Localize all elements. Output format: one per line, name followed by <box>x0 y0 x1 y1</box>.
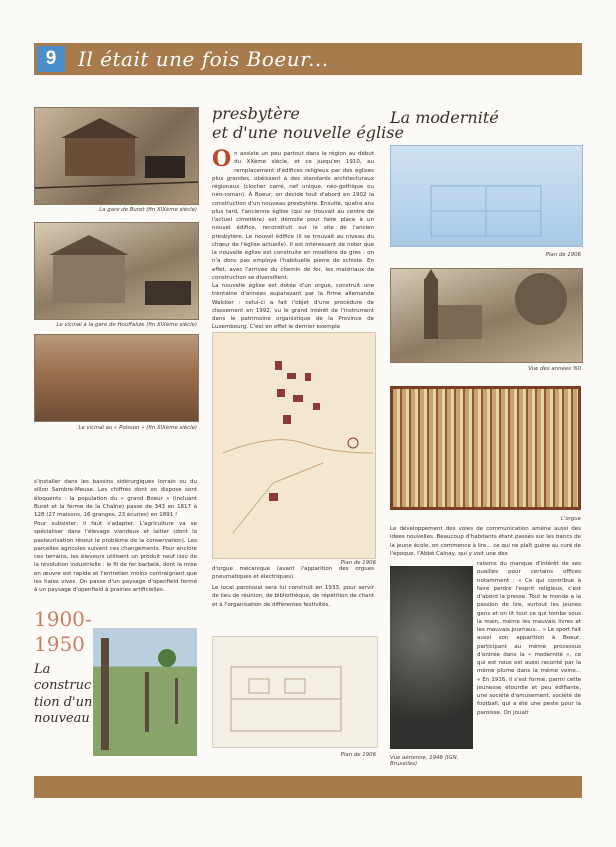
cadastral-map-1906 <box>212 332 376 559</box>
map-drawing <box>213 333 375 558</box>
blueprint-plan-1906 <box>390 145 583 247</box>
photo-buret-station <box>34 107 199 205</box>
photo-caption: La gare de Buret (fin XIXème siècle) <box>99 207 197 213</box>
photo-caption: Vue des années '60 <box>528 366 581 372</box>
church-heading-line-2: et d'une nouvelle église <box>212 123 404 142</box>
tram-sketch <box>35 223 198 319</box>
years-line-2: 1950 <box>34 632 85 656</box>
station-sketch <box>35 108 198 204</box>
middle-text-3: d'orgue mécanique (avant l'apparition des orgues pneumatiques et électriques). <box>212 566 374 581</box>
church-plan-1906 <box>212 636 378 748</box>
photo-village-60s <box>390 268 583 363</box>
left-text-1: s'installer dans les bassins sidérurgiques lorrain ou du sillon Sambre-Meuse. Les chiffres dont on dispose sont éloquents : la population du « grand Boeur » (incluant Buret et la ferme de la Chaîne) passe de 343 en 1817 à 128 (27 maisons, 16 granges, 23 écuries) en 1891 ! <box>34 479 197 518</box>
aerial-photo-1948 <box>390 566 473 749</box>
middle-text-1 <box>212 146 374 282</box>
fence-posts <box>93 628 197 756</box>
photo-caption: Le vicinal à la gare de Houffalize (fin XIXème siècle) <box>56 322 197 328</box>
middle-text-1-body: n assiste un peu partout dans la région au début du XXème siècle, et ce jusqu'en 1910, au remplacement d'édifices religieux par des églises plus grandes, obéissant à des standards architecturaux régionaux (clocher carré, nef unique, néo-gothique ou néo-roman). À Boeur, on décide tout d'abord en 1902 la construction d'un nouveau presbytère. Ensuite, quatre ans plus tard, l'ancienne église (qui se trouvait au centre de l'actuel cimetière) est démolie pour faire place à un nouvel édifice, reconstruit sur le site de l'ancien presbytère. Le nouvel édifice (il se trouvait au niveau du chœur de l'église actuelle). Il est intéressant de noter que la nouvelle église est construite en moellons de grès : on n'a donc pas employé l'habituelle pierre de schiste. En effet, avec l'arrivée du chemin de fer, les matériaux de construction se diversifient. <box>212 151 374 281</box>
photo-tram-poisson <box>34 334 199 422</box>
photo-houffalize-tram <box>34 222 199 320</box>
section-title-line: tion d'un <box>34 694 93 710</box>
organ-caption: L'orgue <box>560 516 581 522</box>
photo-caption: Le vicinal au « Poisson » (fin XIXème siècle) <box>78 425 197 431</box>
plan-caption: Plan de 1906 <box>340 752 376 758</box>
middle-text-2: La nouvelle église est dotée d'un orgue, construit une trentaine d'années auparavant par la firme allemande Walcker : celui-ci a fait l'objet d'une procédure de classement en 1992, vu le grand intérêt de l'instrument dans le patrimoine organistique de la Province de Luxembourg. C'est en effet le dernier exemple <box>212 283 374 331</box>
aerial-caption: Vue aérienne, 1948 (IGN, Bruxelles) <box>390 755 459 767</box>
left-text-2: Pour subsister, il faut s'adapter. L'agriculture va se spécialiser dans l'élevage viandeux et laitier (dont la pasteurisation résout le problème de la conservation). Les parcelles agricoles suivent ces changements. Pour enclore ces terrains, les éleveurs utilisent un produit neuf issu de la révolution industrielle : le fil de fer barbelé, dont la mise en œuvre est rapide et l'entretien moins contraignant que les haies vives. On passe d'un paysage d'openfield fermé à un paysage d'openfield à prairies artificielles. <box>34 521 197 593</box>
section-title-line: nouveau <box>34 710 90 726</box>
middle-text-4: Le local paroissial sera lui construit en 1933, pour servir de lieu de réunion, de bibliothèque, de répétition de chant et à l'organisation de différentes festivités. <box>212 585 374 608</box>
plan-drawing <box>213 637 377 747</box>
section-title-line: construc <box>34 678 92 694</box>
section-title <box>34 662 92 727</box>
church-sketch <box>391 269 582 362</box>
right-text-2: raisons du manque d'intérêt de ses ouailles pour certains offices notamment : « Ce qui contribue à faire perdre l'esprit religieux, c'est d'abord la presse. Tout le monde a la passion de lire, surtout les jeunes gens et on lit tout ce qui tombe sous la main, même les mauvais livres et les mauvais journaux... » Le sport fait aussi son apparition à Boeur, participant au même processus d'entrée dans la « modernité », ce qui est nous est aussi raconté par la même plume dans la même veine... « En 1916, il s'est formé, parmi cette jeunesse étourdie et peu édifiante, une société d'amusement, société de football, qui a été une peste pour la paroisse. On jouait <box>477 561 581 716</box>
chapter-number-badge: 9 <box>37 46 65 72</box>
years-line-1: 1900- <box>34 607 92 631</box>
church-heading <box>212 104 404 142</box>
map-caption: Plan de 1906 <box>340 560 376 566</box>
photo-organ <box>390 386 581 510</box>
years-heading <box>34 607 92 657</box>
photo-barbed-wire-field <box>93 628 197 756</box>
section-title-line: La <box>34 662 51 677</box>
church-heading-line-1: presbytère <box>212 104 300 123</box>
footer-bar <box>34 776 582 798</box>
page-title: Il était une fois Boeur... <box>78 47 329 71</box>
blueprint-caption: Plan de 1906 <box>545 252 581 258</box>
right-text-1: Le développement des voies de communication amène aussi des idées nouvelles. Beaucoup d'habitants étant passés sur les bancs de la jeune école, on commence à lire... ce qui ne plaît guère au curé de l'époque, l'Abbé Calnay, qui y voit une des <box>390 526 582 557</box>
drop-cap: O <box>212 146 232 172</box>
blueprint-drawing <box>391 146 582 246</box>
modernity-heading: La modernité <box>390 108 499 127</box>
